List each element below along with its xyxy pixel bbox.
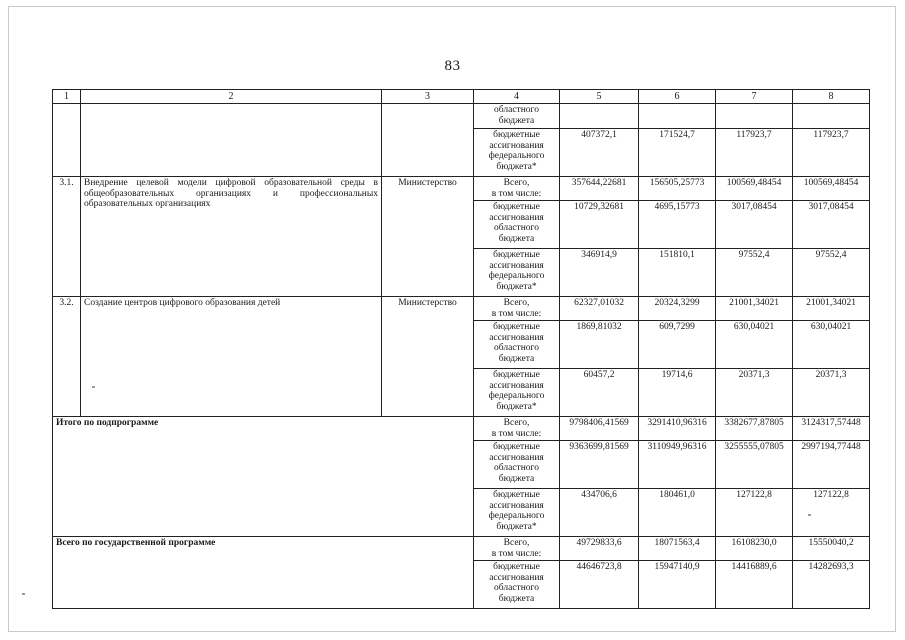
value-cell: 4695,15773: [639, 201, 716, 249]
item-executor: Министерство: [382, 177, 474, 297]
value-cell: 20371,3: [793, 369, 870, 417]
value-cell: 97552,4: [716, 249, 793, 297]
fund-kind-label: Всего, в том числе:: [474, 537, 560, 561]
header-col-8: 8: [793, 90, 870, 104]
value-cell: 18071563,4: [639, 537, 716, 561]
value-cell: 2997194,77448: [793, 441, 870, 489]
value-cell: 3255555,07805: [716, 441, 793, 489]
value-cell: 117923,7: [793, 129, 870, 177]
fund-kind-label: бюджетные ассигнования областного бюджета: [474, 201, 560, 249]
value-cell: 127122,8: [716, 489, 793, 537]
value-cell: 180461,0: [639, 489, 716, 537]
program-total-label: Всего по государственной программе: [53, 537, 474, 609]
value-cell: 171524,7: [639, 129, 716, 177]
fund-kind-label: бюджетные ассигнования областного бюджета: [474, 441, 560, 489]
value-cell: 156505,25773: [639, 177, 716, 201]
carryover-name-cell: [81, 104, 382, 177]
fund-kind-label: бюджетные ассигнования областного бюджета: [474, 561, 560, 609]
item-number: 3.1.: [53, 177, 81, 297]
item-name: Внедрение целевой модели цифровой образовательной среды в общеобразовательных организациях и профессиональных образовательных организациях: [81, 177, 382, 297]
value-cell: 21001,34021: [716, 297, 793, 321]
header-col-5: 5: [560, 90, 639, 104]
empty-cell: [716, 104, 793, 129]
subprogram-total-label: Итого по подпрограмме: [53, 417, 474, 537]
item-name: Создание центров цифрового образования детей: [81, 297, 382, 417]
header-col-3: 3: [382, 90, 474, 104]
fund-kind-label: Всего, в том числе:: [474, 177, 560, 201]
subprogram-total-row: [53, 417, 870, 441]
value-cell: 117923,7: [716, 129, 793, 177]
fund-kind-label: бюджетные ассигнования федерального бюджета*: [474, 489, 560, 537]
scan-speck: [22, 593, 25, 595]
item-3-1-total-row: [53, 177, 870, 201]
header-col-6: 6: [639, 90, 716, 104]
empty-cell: [560, 104, 639, 129]
header-col-2: 2: [81, 90, 382, 104]
value-cell: 100569,48454: [793, 177, 870, 201]
value-cell: 3291410,96316: [639, 417, 716, 441]
value-cell: 14416889,6: [716, 561, 793, 609]
value-cell: 630,04021: [793, 321, 870, 369]
value-cell: 151810,1: [639, 249, 716, 297]
fund-kind-label: бюджетные ассигнования федерального бюджета*: [474, 249, 560, 297]
header-row: [53, 90, 870, 104]
value-cell: 44646723,8: [560, 561, 639, 609]
header-col-1: 1: [53, 90, 81, 104]
carryover-regional-row: [53, 104, 870, 129]
value-cell: 3110949,96316: [639, 441, 716, 489]
value-cell: 3017,08454: [793, 201, 870, 249]
value-cell: 60457,2: [560, 369, 639, 417]
value-cell: 630,04021: [716, 321, 793, 369]
value-cell: 9363699,81569: [560, 441, 639, 489]
header-col-7: 7: [716, 90, 793, 104]
value-cell: 62327,01032: [560, 297, 639, 321]
value-cell: 10729,32681: [560, 201, 639, 249]
page-number: 83: [444, 58, 461, 74]
value-cell: 14282693,3: [793, 561, 870, 609]
value-cell: 127122,8: [793, 489, 870, 537]
item-3-2-total-row: [53, 297, 870, 321]
empty-cell: [639, 104, 716, 129]
budget-table: [52, 89, 870, 609]
value-cell: 1869,81032: [560, 321, 639, 369]
item-number: 3.2.: [53, 297, 81, 417]
carryover-executor-cell: [382, 104, 474, 177]
value-cell: 609,7299: [639, 321, 716, 369]
header-col-4: 4: [474, 90, 560, 104]
value-cell: 100569,48454: [716, 177, 793, 201]
value-cell: 9798406,41569: [560, 417, 639, 441]
value-cell: 3382677,87805: [716, 417, 793, 441]
fund-kind-label: бюджетные ассигнования областного бюджета: [474, 321, 560, 369]
value-cell: 49729833,6: [560, 537, 639, 561]
value-cell: 434706,6: [560, 489, 639, 537]
scan-speck: [808, 514, 811, 516]
fund-kind-label: областного бюджета: [474, 104, 560, 129]
value-cell: 15550040,2: [793, 537, 870, 561]
value-cell: 357644,22681: [560, 177, 639, 201]
value-cell: 3017,08454: [716, 201, 793, 249]
value-cell: 15947140,9: [639, 561, 716, 609]
value-cell: 3124317,57448: [793, 417, 870, 441]
value-cell: 407372,1: [560, 129, 639, 177]
value-cell: 21001,34021: [793, 297, 870, 321]
scan-speck: [92, 386, 95, 388]
value-cell: 19714,6: [639, 369, 716, 417]
program-total-row: [53, 537, 870, 561]
carryover-number-cell: [53, 104, 81, 177]
empty-cell: [793, 104, 870, 129]
fund-kind-label: бюджетные ассигнования федерального бюджета*: [474, 129, 560, 177]
item-executor: Министерство: [382, 297, 474, 417]
value-cell: 20371,3: [716, 369, 793, 417]
value-cell: 346914,9: [560, 249, 639, 297]
fund-kind-label: Всего, в том числе:: [474, 297, 560, 321]
fund-kind-label: бюджетные ассигнования федерального бюджета*: [474, 369, 560, 417]
value-cell: 97552,4: [793, 249, 870, 297]
value-cell: 16108230,0: [716, 537, 793, 561]
fund-kind-label: Всего, в том числе:: [474, 417, 560, 441]
value-cell: 20324,3299: [639, 297, 716, 321]
